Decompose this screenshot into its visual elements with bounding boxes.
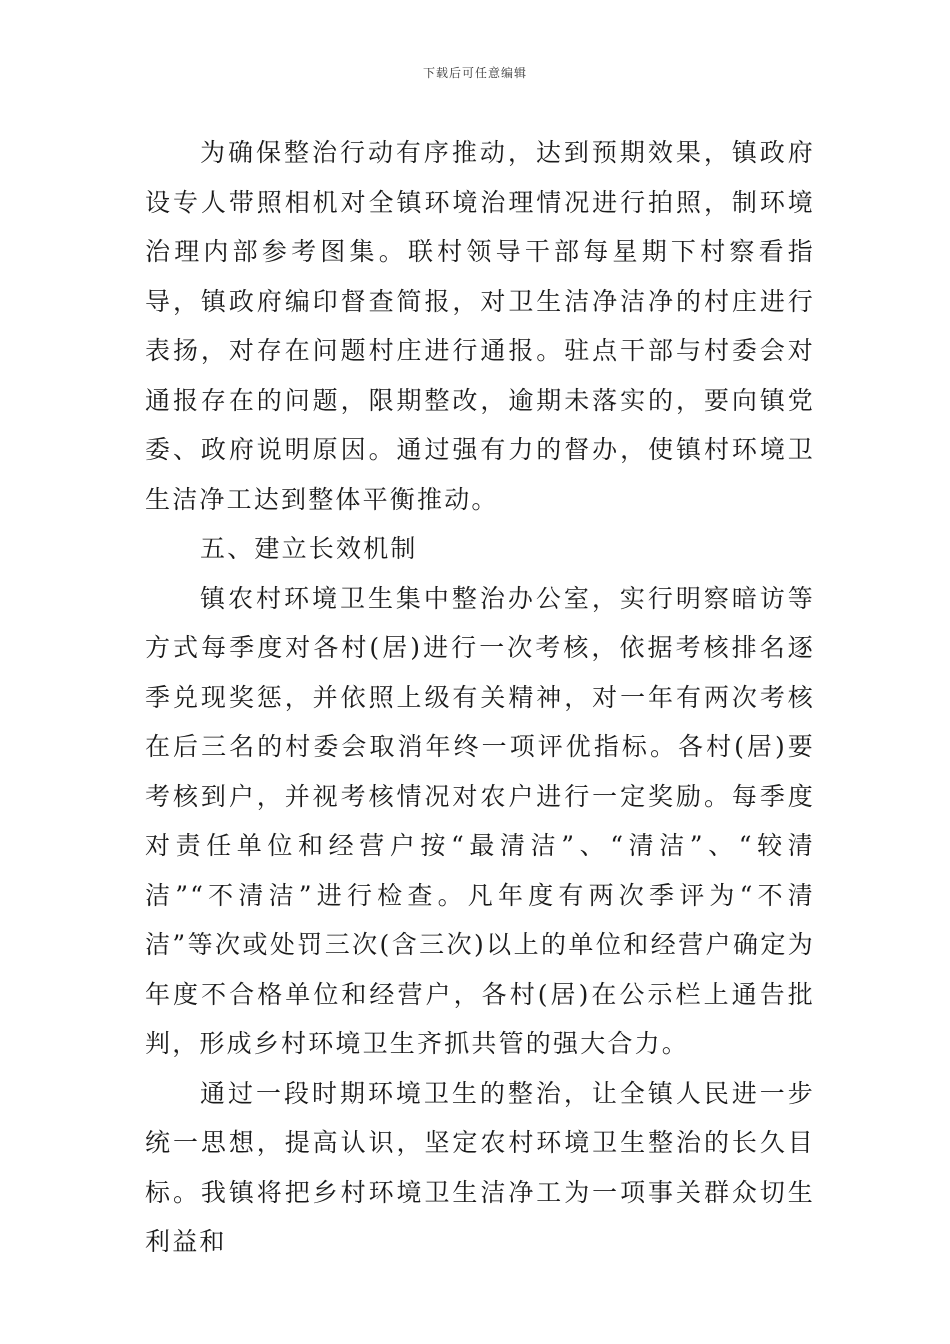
header-note: 下载后可任意编辑: [422, 66, 527, 80]
section-heading: 五、建立长效机制: [200, 534, 418, 563]
document-body: [145, 128, 815, 1267]
paragraph-assessment: 镇农村环境卫生集中整治办公室，实行明察暗访等方式每季度对各村(居)进行一次考核，依据考核排名逐季兑现奖惩，并依照上级有关精神，对一年有两次考核在后三名的村委会取消年终一项评优指标。各村(居)要考核到户，并视考核情况对农户进行一定奖励。每季度对责任单位和经营户按“最清洁”、“清洁”、“较清洁”“不清洁”进行检查。凡年度有两次季评为“不清洁”等次或处罚三次(含三次)以上的单位和经营户确定为年度不合格单位和经营户，各村(居)在公示栏上通告批判，形成乡村环境卫生齐抓共管的强大合力。: [145, 583, 815, 1058]
paragraph-supervision: 为确保整治行动有序推动，达到预期效果，镇政府设专人带照相机对全镇环境治理情况进行拍照，制环境治理内部参考图集。联村领导干部每星期下村察看指导，镇政府编印督查简报，对卫生洁净洁净的村庄进行表扬，对存在问题村庄进行通报。驻点干部与村委会对通报存在的问题，限期整改，逾期未落实的，要向镇党委、政府说明原因。通过强有力的督办，使镇村环境卫生洁净工达到整体平衡推动。: [145, 138, 815, 514]
paragraph-conclusion: 通过一段时期环境卫生的整治，让全镇人民进一步统一思想，提高认识，坚定农村环境卫生整治的长久目标。我镇将把乡村环境卫生洁净工为一项事关群众切生利益和: [145, 1078, 815, 1256]
